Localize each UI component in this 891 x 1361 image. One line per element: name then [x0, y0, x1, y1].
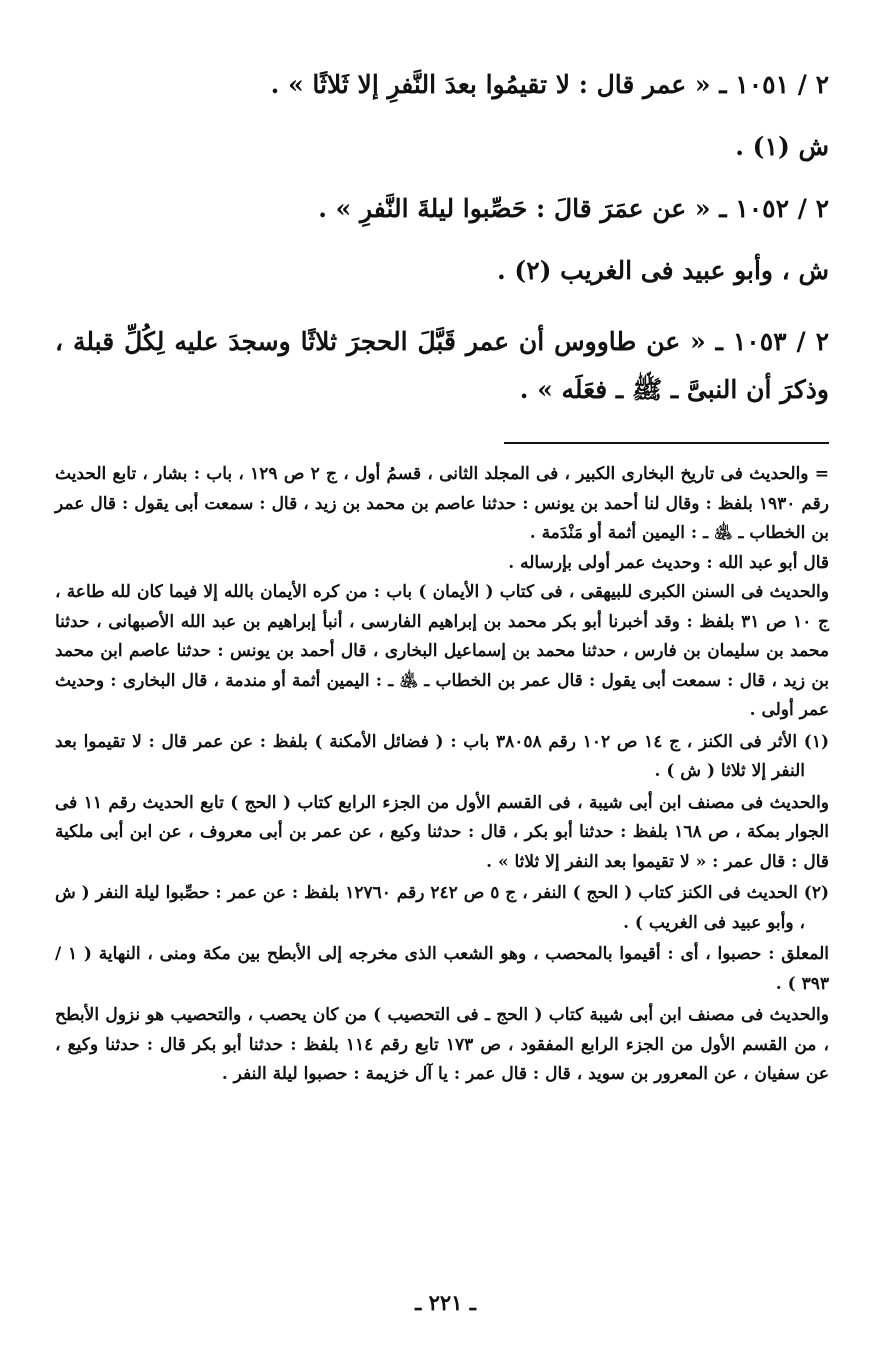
footnote-2: (٢) الحديث فى الكنز كتاب ( الحج ) النفر ، ج ٥ ص ٢٤٢ رقم ١٢٧٦٠ بلفظ : عن عمر : حصِّبوا ليلة النفر ( ش ، وأبو عبيد فى الغريب ) . — [55, 883, 830, 933]
hadith-entry-1053: ٢ / ١٠٥٣ ـ « عن طاووس أن عمر قَبَّلَ الحجرَ ثلاثًا وسجدَ عليه لِكُلِّ قبلة ، وذكرَ أن النبىَّ ـ ﷺ ـ فعَلَه » . — [55, 327, 829, 404]
footnote-paragraph: والحديث فى مصنف ابن أبى شيبة كتاب ( الحج ـ فى التحصيب ) من كان يحصب ، والتحصيب هو نزول الأبطح ، من القسم الأول من الجزء الرابع المفقود ، ص ١٧٣ تابع رقم ١١٤ بلفظ : حدثنا أبو بكر قال : حدثنا وكيع ، عن سفيان ، عن المعرور بن سويد ، قال : قال عمر : يا آل خزيمة : حصبوا ليلة النفر . — [55, 1005, 829, 1084]
footnote-paragraph: قال أبو عبد الله : وحديث عمر أولى بإرساله . — [508, 552, 829, 573]
footnote-separator — [504, 442, 829, 444]
hadith-entry-1052: ٢ / ١٠٥٢ ـ « عن عمَرَ قالَ : حَصِّبوا ليلةَ النَّفرِ » . — [318, 194, 829, 223]
footnote-paragraph: والحديث فى مصنف ابن أبى شيبة ، فى القسم الأول من الجزء الرابع كتاب ( الحج ) تابع الحديث رقم ١١ فى الجوار بمكة ، ص ١٦٨ بلفظ : حدثنا أبو بكر ، قال : حدثنا وكيع ، عن عمر بن أبى معروف ، عن ابن أبى ملكية قال : قال عمر : « لا تقيموا بعد النفر إلا ثلاثا » . — [55, 792, 830, 872]
footnote-paragraph: المعلق : حصبوا ، أى : أقيموا بالمحصب ، وهو الشعب الذى مخرجه إلى الأبطح بين مكة ومنى ، النهاية ( ١ / ٣٩٣ ) . — [55, 944, 829, 994]
footnotes — [55, 460, 829, 1090]
source-line-1052: ش ، وأبو عبيد فى الغريب (٢) . — [496, 256, 829, 285]
source-line-1051: ش (١) . — [735, 132, 829, 161]
footnote-paragraph: والحديث فى السنن الكبرى للبيهقى ، فى كتاب ( الأيمان ) باب : من كره الأيمان بالله إلا فيما كان لله طاعة ، ج ١٠ ص ٣١ بلفظ : وقد أخبرنا أبو بكر محمد بن إبراهيم الفارسى ، أنبأ إبراهيم بن عبد الله الأصبهانى ، حدثنا محمد بن سليمان بن فارس ، حدثنا محمد بن إسماعيل البخارى ، قال أحمد بن يونس : حدثنا عاصم ابن محمد بن زيد ، قال : سمعت أبى يقول : قال عمر بن الخطاب ـ ﵁ ـ : اليمين أثمة أو مندمة ، قال البخارى : وحديث عمر أولى . — [55, 582, 830, 720]
hadith-entry-1051: ٢ / ١٠٥١ ـ « عمر قال : لا تقيمُوا بعدَ النَّفرِ إلا ثَلاثًا » . — [270, 70, 829, 99]
page-number: ـ ٢٢١ ـ — [415, 1290, 476, 1315]
footnote-1: (١) الأثر فى الكنز ، ج ١٤ ص ١٠٢ رقم ٣٨٠٥٨ باب : ( فضائل الأمكنة ) بلفظ : عن عمر قال : لا تقيموا بعد النفر إلا ثلاثا ( ش ) . — [55, 731, 829, 781]
main-text — [55, 68, 829, 414]
footnote-continuation: = والحديث فى تاريخ البخارى الكبير ، فى المجلد الثانى ، قسمُ أول ، ج ٢ ص ١٢٩ ، باب : بشار ، تابع الحديث رقم ١٩٣٠ بلفظ : وقال لنا أحمد بن يونس : حدثنا عاصم بن محمد بن زيد ، قال : سمعت أبى يقول : قال عمر بن الخطاب ـ ﵁ ـ : اليمين أثمة أو مَنْدَمة . — [55, 464, 830, 543]
